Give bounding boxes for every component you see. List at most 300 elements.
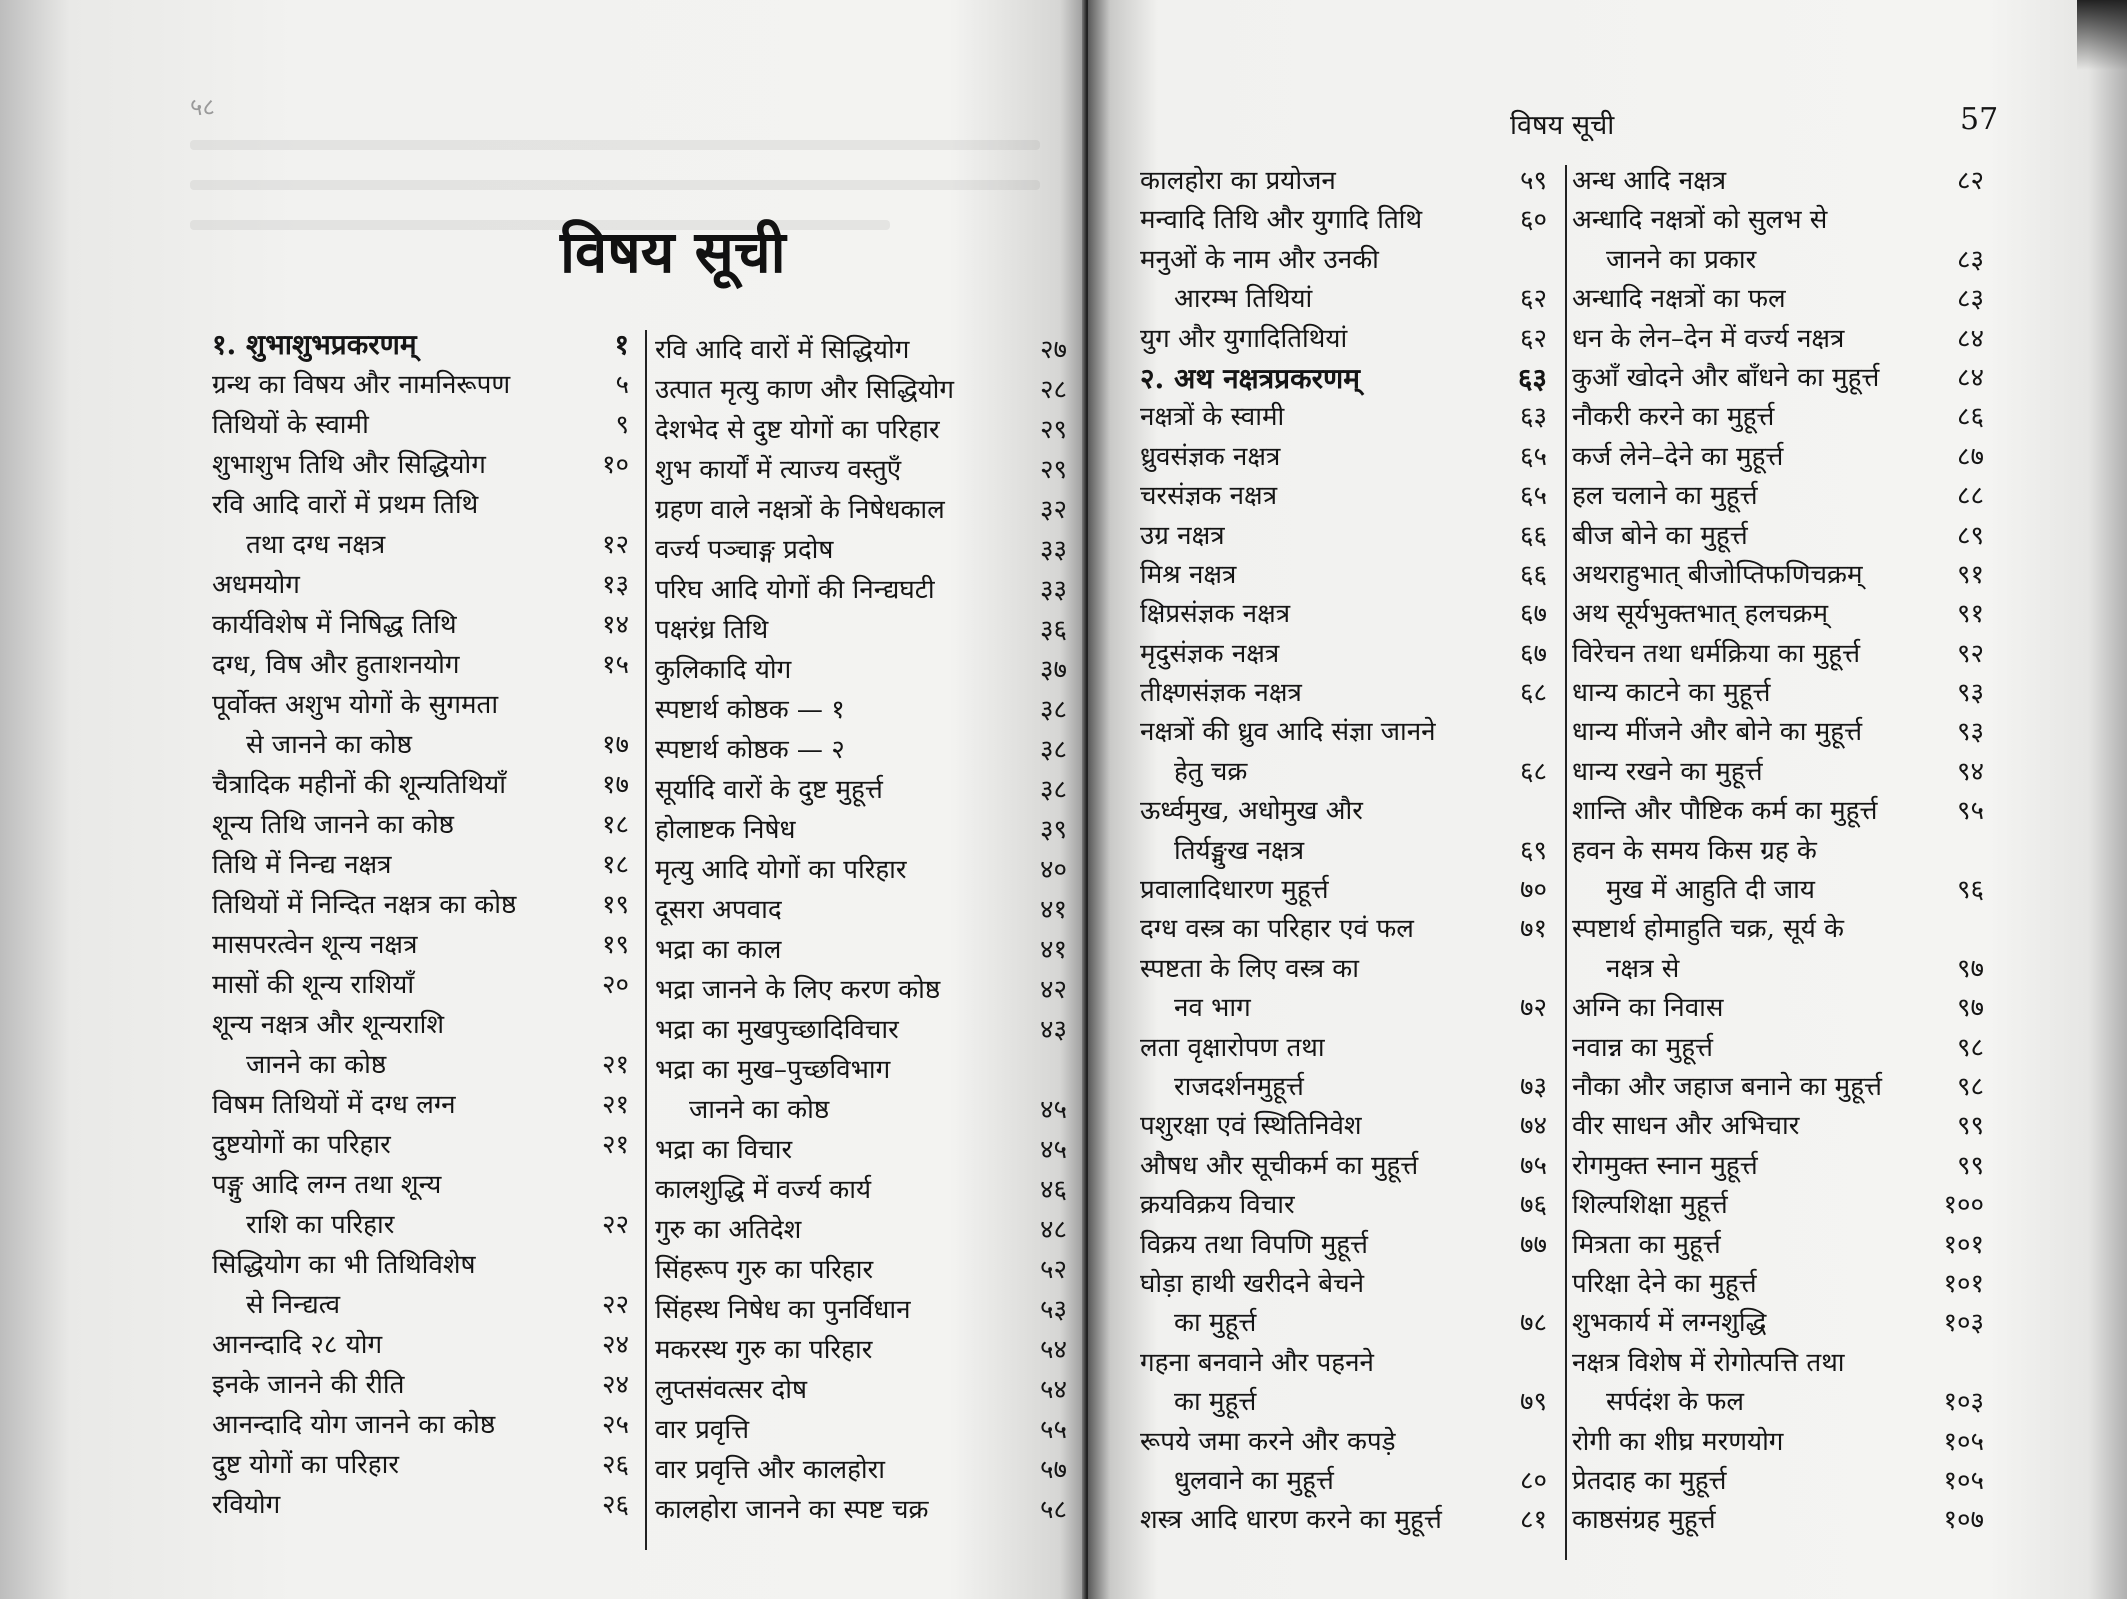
toc-entry — [1572, 1029, 1992, 1068]
toc-entry — [655, 1330, 1075, 1370]
toc-entry-page: १७ — [601, 770, 629, 800]
toc-entry — [212, 565, 637, 605]
toc-entry — [1572, 1186, 1992, 1225]
toc-entry — [1140, 713, 1555, 752]
toc-entry-title: होलाष्टक निषेध — [655, 815, 796, 845]
page-number: 57 — [1960, 102, 1999, 137]
toc-entry-title: इनके जानने की रीति — [212, 1370, 405, 1400]
toc-entry — [212, 1445, 637, 1485]
toc-entry — [212, 725, 637, 765]
toc-entry — [655, 1050, 1075, 1090]
toc-entry-page: १ — [614, 328, 629, 361]
toc-entry-title: भद्रा का मुखपुच्छादिविचार — [655, 1015, 899, 1045]
toc-entry — [655, 1490, 1075, 1530]
toc-entry-title: रवियोग — [212, 1490, 281, 1520]
toc-entry-page: ५५ — [1039, 1415, 1067, 1445]
toc-entry — [1140, 556, 1555, 595]
toc-entry — [1140, 1107, 1555, 1146]
toc-entry — [1572, 398, 1992, 437]
toc-entry-title: आनन्दादि २८ योग — [212, 1330, 383, 1360]
toc-entry-page: १२ — [601, 530, 629, 560]
toc-entry — [212, 765, 637, 805]
toc-entry-title: शस्त्र आदि धारण करने का मुहूर्त्त — [1140, 1505, 1442, 1536]
toc-entry-title: स्पष्टार्थ कोष्ठक — १ — [655, 695, 845, 725]
column-divider — [645, 330, 647, 1550]
toc-entry — [655, 930, 1075, 970]
toc-entry-title: विरेचन तथा धर्मक्रिया का मुहूर्त्त — [1572, 638, 1861, 669]
toc-entry-title: ग्रन्थ का विषय और नामनिरूपण — [212, 370, 511, 400]
toc-entry-page: ४१ — [1039, 935, 1067, 965]
toc-entry-page: ६६ — [1519, 559, 1547, 590]
toc-entry-page: ७४ — [1519, 1111, 1547, 1142]
toc-entry-page: ९६ — [1956, 875, 1984, 906]
toc-entry-title: १. शुभाशुभप्रकरणम् — [212, 328, 417, 361]
toc-entry-page: ६८ — [1519, 756, 1547, 787]
toc-entry-title: भद्रा जानने के लिए करण कोष्ठ — [655, 975, 941, 1005]
toc-entry-page: ९१ — [1956, 599, 1984, 630]
toc-entry-page: ८६ — [1956, 402, 1984, 433]
toc-entry — [655, 1170, 1075, 1210]
toc-entry-title: अग्नि का निवास — [1572, 993, 1724, 1024]
toc-entry-page: ८९ — [1956, 520, 1984, 551]
toc-entry-page: २७ — [1039, 335, 1067, 365]
toc-entry-title: स्पष्टार्थ कोष्ठक — २ — [655, 735, 845, 765]
toc-entry-page: १८ — [601, 810, 629, 840]
toc-entry-page: ७७ — [1519, 1229, 1547, 1260]
toc-entry-page: १०३ — [1943, 1308, 1984, 1339]
toc-entry-title: तिर्यङ्मुख नक्षत्र — [1174, 835, 1305, 866]
toc-entry — [212, 405, 637, 445]
toc-entry-page: ६३ — [1517, 361, 1547, 395]
toc-entry — [212, 485, 637, 525]
toc-entry-page: १०७ — [1943, 1505, 1984, 1536]
toc-entry-title: वार प्रवृत्ति — [655, 1415, 750, 1445]
toc-entry-title: धान्य रखने का मुहूर्त्त — [1572, 756, 1763, 787]
toc-entry-title: रोगी का शीघ्र मरणयोग — [1572, 1426, 1784, 1457]
toc-entry-title: अन्धादि नक्षत्रों का फल — [1572, 284, 1786, 315]
toc-entry — [212, 1125, 637, 1165]
toc-entry — [655, 810, 1075, 850]
toc-entry-page: ८२ — [1956, 166, 1984, 196]
toc-entry-page: ३३ — [1039, 535, 1067, 565]
toc-entry-title: धान्य मींजने और बोने का मुहूर्त्त — [1572, 717, 1863, 748]
toc-entry — [1572, 595, 1992, 634]
toc-entry-title: राशि का परिहार — [246, 1210, 395, 1240]
left-column-1 — [212, 325, 637, 1525]
toc-entry-page: ३८ — [1039, 775, 1067, 805]
toc-entry — [212, 845, 637, 885]
toc-entry-page: ४० — [1039, 855, 1067, 885]
toc-entry — [212, 1205, 637, 1245]
toc-entry-title: पशुरक्षा एवं स्थितिनिवेश — [1140, 1111, 1362, 1142]
toc-entry-title: औषध और सूचीकर्म का मुहूर्त्त — [1140, 1150, 1419, 1181]
toc-entry-title: दग्ध, विष और हुताशनयोग — [212, 650, 460, 680]
toc-entry-page: ९१ — [1956, 559, 1984, 590]
toc-entry — [212, 885, 637, 925]
toc-entry-title: अधमयोग — [212, 570, 300, 600]
toc-entry-page: २६ — [601, 1450, 629, 1480]
toc-entry — [212, 1245, 637, 1285]
toc-entry — [655, 1010, 1075, 1050]
toc-entry — [655, 410, 1075, 450]
toc-entry-title: शून्य नक्षत्र और शून्यराशि — [212, 1010, 445, 1040]
toc-entry — [1572, 1304, 1992, 1343]
toc-entry — [655, 490, 1075, 530]
toc-entry-page: २५ — [601, 1410, 629, 1440]
toc-entry-page: ९४ — [1956, 756, 1984, 787]
toc-entry-title: कालशुद्धि में वर्ज्य कार्य — [655, 1175, 872, 1205]
toc-entry-page: ३६ — [1039, 615, 1067, 645]
toc-entry — [655, 690, 1075, 730]
toc-entry — [1140, 1068, 1555, 1107]
toc-entry-title: भद्रा का मुख–पुच्छविभाग — [655, 1055, 891, 1085]
scan-corner-shadow — [2077, 0, 2127, 70]
toc-entry-page: ९३ — [1956, 717, 1984, 748]
toc-entry-page: २९ — [1039, 415, 1067, 445]
toc-entry-title: कर्ज लेने–देने का मुहूर्त्त — [1572, 441, 1784, 472]
toc-entry-page: १०१ — [1943, 1268, 1984, 1299]
toc-entry-page: ३२ — [1039, 495, 1067, 525]
toc-entry-title: मकरस्थ गुरु का परिहार — [655, 1335, 873, 1365]
toc-entry-page: २१ — [601, 1090, 629, 1120]
toc-entry-page: ७९ — [1519, 1387, 1547, 1418]
toc-entry — [1140, 674, 1555, 713]
toc-entry-title: तिथि में निन्द्य नक्षत्र — [212, 850, 392, 880]
toc-entry-page: ६९ — [1519, 835, 1547, 866]
toc-entry — [212, 1485, 637, 1525]
toc-entry-page: २२ — [601, 1290, 629, 1320]
toc-entry — [655, 890, 1075, 930]
toc-entry-page: ८४ — [1956, 323, 1984, 354]
toc-entry — [1140, 1147, 1555, 1186]
toc-entry-title: नक्षत्र विशेष में रोगोत्पत्ति तथा — [1572, 1347, 1845, 1378]
toc-entry-page: ८३ — [1956, 244, 1984, 275]
toc-entry-title: धान्य काटने का मुहूर्त्त — [1572, 678, 1771, 709]
toc-entry-page: ४८ — [1039, 1215, 1067, 1245]
toc-entry-title: युग और युगादितिथियां — [1140, 323, 1348, 354]
toc-entry-title: दूसरा अपवाद — [655, 895, 782, 925]
toc-entry-title: लुप्तसंवत्सर दोष — [655, 1375, 807, 1405]
toc-entry-page: ९७ — [1956, 953, 1984, 984]
toc-entry-page: ८१ — [1519, 1505, 1547, 1536]
toc-entry — [212, 1365, 637, 1405]
toc-entry-title: सिद्धियोग का भी तिथिविशेष — [212, 1250, 476, 1280]
toc-entry — [1140, 1344, 1555, 1383]
toc-entry-page: ३७ — [1039, 655, 1067, 685]
toc-entry-title: चरसंज्ञक नक्षत्र — [1140, 481, 1278, 512]
toc-entry-title: नव भाग — [1174, 993, 1251, 1024]
toc-entry-title: सिंहस्थ निषेध का पुनर्विधान — [655, 1295, 911, 1325]
toc-entry-page: ६८ — [1519, 678, 1547, 709]
toc-entry-page: ६७ — [1519, 638, 1547, 669]
toc-entry-title: २. अथ नक्षत्रप्रकरणम् — [1140, 361, 1361, 395]
toc-entry — [655, 1370, 1075, 1410]
toc-entry — [655, 1250, 1075, 1290]
toc-entry-title: दुष्ट योगों का परिहार — [212, 1450, 399, 1480]
toc-entry-title: देशभेद से दुष्ट योगों का परिहार — [655, 415, 940, 445]
toc-entry — [1140, 635, 1555, 674]
toc-entry-page: १९ — [601, 930, 629, 960]
toc-entry — [212, 1285, 637, 1325]
toc-entry-page: ९७ — [1956, 993, 1984, 1024]
bleed-through-line — [190, 140, 1040, 150]
toc-entry — [655, 1290, 1075, 1330]
toc-entry — [212, 645, 637, 685]
toc-entry-page: १०५ — [1943, 1426, 1984, 1457]
toc-entry-title: उत्पात मृत्यु काण और सिद्धियोग — [655, 375, 955, 405]
toc-entry — [655, 530, 1075, 570]
toc-entry-page: १४ — [601, 610, 629, 640]
toc-entry — [1572, 1462, 1992, 1501]
toc-entry-title: तिथियों में निन्दित नक्षत्र का कोष्ठ — [212, 890, 517, 920]
toc-entry-page: ४१ — [1039, 895, 1067, 925]
toc-entry-page: ९८ — [1956, 1032, 1984, 1063]
toc-entry — [1140, 438, 1555, 477]
column-divider — [1565, 165, 1567, 1560]
toc-entry-title: गुरु का अतिदेश — [655, 1215, 802, 1245]
toc-entry — [1140, 241, 1555, 280]
toc-entry-page: १०० — [1943, 1190, 1984, 1221]
toc-entry-page: २४ — [601, 1370, 629, 1400]
toc-entry-title: परिक्षा देने का मुहूर्त्त — [1572, 1268, 1757, 1299]
toc-entry — [655, 450, 1075, 490]
toc-entry-title: मासपरत्वेन शून्य नक्षत्र — [212, 930, 418, 960]
toc-entry-title: से जानने का कोष्ठ — [246, 730, 412, 760]
toc-entry-page: ३८ — [1039, 735, 1067, 765]
toc-entry-title: अथ सूर्यभुक्तभात् हलचक्रम् — [1572, 599, 1828, 630]
toc-entry-title: शुभकार्य में लग्नशुद्धि — [1572, 1308, 1767, 1339]
toc-entry — [655, 850, 1075, 890]
toc-entry-page: ९३ — [1956, 678, 1984, 709]
toc-entry-page: ३८ — [1039, 695, 1067, 725]
toc-entry — [1140, 910, 1555, 949]
toc-entry — [1572, 950, 1992, 989]
toc-entry — [1140, 1423, 1555, 1462]
toc-entry — [1572, 635, 1992, 674]
toc-entry-title: अन्धादि नक्षत्रों को सुलभ से — [1572, 205, 1828, 236]
toc-entry-page: ३९ — [1039, 815, 1067, 845]
toc-entry-page: ८८ — [1956, 481, 1984, 512]
toc-entry — [1572, 438, 1992, 477]
toc-entry-page: ८४ — [1956, 362, 1984, 393]
toc-entry — [212, 805, 637, 845]
toc-entry — [1572, 1226, 1992, 1265]
toc-entry-title: आनन्दादि योग जानने का कोष्ठ — [212, 1410, 496, 1440]
toc-entry — [1140, 871, 1555, 910]
toc-entry-title: प्रेतदाह का मुहूर्त्त — [1572, 1465, 1727, 1496]
toc-entry-title: का मुहूर्त्त — [1174, 1387, 1257, 1418]
right-running-head: विषय सूची — [1510, 110, 1615, 141]
toc-entry-page: ५८ — [1039, 1495, 1067, 1525]
toc-entry-page: ९५ — [1956, 796, 1984, 827]
toc-entry-page: ७३ — [1519, 1071, 1547, 1102]
toc-entry — [212, 525, 637, 565]
toc-entry-page: ९९ — [1956, 1111, 1984, 1142]
toc-entry-page: ६६ — [1519, 520, 1547, 551]
toc-entry — [1140, 595, 1555, 634]
toc-entry-title: लता वृक्षारोपण तथा — [1140, 1032, 1325, 1063]
toc-entry — [212, 1005, 637, 1045]
toc-entry-title: कालहोरा का प्रयोजन — [1140, 166, 1336, 196]
toc-entry — [1140, 989, 1555, 1028]
toc-entry — [1572, 1423, 1992, 1462]
toc-entry-page: ९८ — [1956, 1071, 1984, 1102]
toc-entry-title: दग्ध वस्त्र का परिहार एवं फल — [1140, 914, 1414, 945]
toc-entry — [212, 1165, 637, 1205]
toc-entry-page: १३ — [601, 570, 629, 600]
toc-entry — [1572, 1068, 1992, 1107]
toc-entry-title: मिश्र नक्षत्र — [1140, 559, 1237, 590]
toc-entry-title: नक्षत्र से — [1606, 953, 1680, 984]
toc-entry-title: नवान्न का मुहूर्त्त — [1572, 1032, 1713, 1063]
toc-entry — [655, 570, 1075, 610]
toc-entry-page: ९२ — [1956, 638, 1984, 669]
toc-entry-title: तीक्ष्णसंज्ञक नक्षत्र — [1140, 678, 1302, 709]
toc-entry-page: ७६ — [1519, 1190, 1547, 1221]
toc-entry-page: २० — [601, 970, 629, 1000]
toc-entry-title: जानने का कोष्ठ — [246, 1050, 387, 1080]
toc-entry-title: नौकरी करने का मुहूर्त्त — [1572, 402, 1775, 433]
toc-entry-title: मासों की शून्य राशियाँ — [212, 970, 415, 1000]
toc-entry — [1140, 1501, 1555, 1540]
toc-entry-page: ६५ — [1519, 481, 1547, 512]
toc-entry-title: कुलिकादि योग — [655, 655, 792, 685]
toc-entry-title: मुख में आहुति दी जाय — [1606, 875, 1816, 906]
toc-entry — [1140, 1265, 1555, 1304]
left-column-2 — [655, 330, 1075, 1530]
toc-entry-page: ८३ — [1956, 284, 1984, 315]
toc-entry-title: शान्ति और पौष्टिक कर्म का मुहूर्त्त — [1572, 796, 1878, 827]
toc-entry-title: विषम तिथियों में दग्ध लग्न — [212, 1090, 456, 1120]
toc-entry — [1140, 201, 1555, 240]
toc-entry-page: ६७ — [1519, 599, 1547, 630]
toc-entry-title: तिथियों के स्वामी — [212, 410, 369, 440]
toc-entry-title: विक्रय तथा विपणि मुहूर्त्त — [1140, 1229, 1369, 1260]
toc-entry-page: २२ — [601, 1210, 629, 1240]
toc-entry — [212, 605, 637, 645]
toc-entry — [1140, 950, 1555, 989]
toc-entry-title: शिल्पशिक्षा मुहूर्त्त — [1572, 1190, 1728, 1221]
toc-entry — [1572, 989, 1992, 1028]
toc-entry — [1140, 162, 1555, 201]
toc-entry-title: का मुहूर्त्त — [1174, 1308, 1257, 1339]
toc-entry-title: बीज बोने का मुहूर्त्त — [1572, 520, 1748, 551]
toc-entry — [1572, 556, 1992, 595]
toc-entry — [1572, 1501, 1992, 1540]
toc-entry-title: घोड़ा हाथी खरीदने बेचने — [1140, 1268, 1365, 1299]
toc-entry-title: सिंहरूप गुरु का परिहार — [655, 1255, 874, 1285]
right-column-1 — [1140, 162, 1555, 1541]
toc-entry-title: भद्रा का विचार — [655, 1135, 793, 1165]
toc-entry-title: आरम्भ तिथियां — [1174, 284, 1313, 315]
toc-entry — [655, 650, 1075, 690]
toc-entry-page: ६५ — [1519, 441, 1547, 472]
toc-entry — [212, 365, 637, 405]
toc-entry — [212, 1325, 637, 1365]
toc-entry-title: क्षिप्रसंज्ञक नक्षत्र — [1140, 599, 1291, 630]
toc-entry-title: नक्षत्रों के स्वामी — [1140, 402, 1285, 433]
toc-entry-title: वीर साधन और अभिचार — [1572, 1111, 1800, 1142]
toc-entry — [1140, 832, 1555, 871]
toc-entry-page: १५ — [601, 650, 629, 680]
toc-entry-title: जानने का प्रकार — [1606, 244, 1757, 275]
toc-entry-page: ९ — [615, 410, 629, 440]
toc-entry-title: पक्षरंध्र तिथि — [655, 615, 769, 645]
toc-entry — [1140, 1462, 1555, 1501]
toc-entry — [1572, 280, 1992, 319]
toc-entry — [655, 370, 1075, 410]
toc-entry-title: क्रयविक्रय विचार — [1140, 1190, 1295, 1221]
toc-entry-page: २१ — [601, 1050, 629, 1080]
toc-entry-title: शुभाशुभ तिथि और सिद्धियोग — [212, 450, 486, 480]
toc-entry — [655, 970, 1075, 1010]
toc-entry — [212, 1045, 637, 1085]
toc-entry-page: ५४ — [1039, 1375, 1067, 1405]
toc-entry-page: ६० — [1519, 205, 1547, 236]
toc-entry-title: ग्रहण वाले नक्षत्रों के निषेधकाल — [655, 495, 945, 525]
toc-entry — [1140, 398, 1555, 437]
toc-entry-page: १०३ — [1943, 1387, 1984, 1418]
toc-entry — [1572, 832, 1992, 871]
toc-entry-page: ४२ — [1039, 975, 1067, 1005]
toc-entry — [1140, 1186, 1555, 1225]
toc-entry-page: २९ — [1039, 455, 1067, 485]
toc-entry — [1572, 910, 1992, 949]
toc-entry-title: ध्रुवसंज्ञक नक्षत्र — [1140, 441, 1281, 472]
toc-entry-page: ८० — [1519, 1465, 1547, 1496]
toc-entry-title: चैत्रादिक महीनों की शून्यतिथियाँ — [212, 770, 506, 800]
toc-entry — [655, 1410, 1075, 1450]
toc-entry-page: १०५ — [1943, 1465, 1984, 1496]
toc-entry-title: वार प्रवृत्ति और कालहोरा — [655, 1455, 886, 1485]
toc-entry-page: ५ — [615, 370, 629, 400]
toc-entry-title: रूपये जमा करने और कपड़े — [1140, 1426, 1396, 1457]
toc-entry-title: मित्रता का मुहूर्त्त — [1572, 1229, 1721, 1260]
toc-entry — [212, 965, 637, 1005]
toc-entry-title: पङ्गु आदि लग्न तथा शून्य — [212, 1170, 442, 1200]
toc-entry-title: रवि आदि वारों में प्रथम तिथि — [212, 490, 479, 520]
toc-entry-title: रोगमुक्त स्नान मुहूर्त्त — [1572, 1150, 1758, 1181]
toc-entry — [655, 730, 1075, 770]
toc-entry — [1140, 517, 1555, 556]
toc-entry-title: कार्यविशेष में निषिद्ध तिथि — [212, 610, 457, 640]
toc-entry-page: १८ — [601, 850, 629, 880]
toc-entry — [1140, 1383, 1555, 1422]
toc-entry-page: ५७ — [1039, 1455, 1067, 1485]
toc-entry — [1140, 753, 1555, 792]
toc-entry-page: ५४ — [1039, 1335, 1067, 1365]
toc-entry — [655, 610, 1075, 650]
toc-entry — [1572, 359, 1992, 398]
toc-entry-page: ६२ — [1519, 323, 1547, 354]
toc-entry-page: ७२ — [1519, 993, 1547, 1024]
toc-entry-page: १० — [601, 450, 629, 480]
toc-entry-title: रवि आदि वारों में सिद्धियोग — [655, 335, 910, 365]
toc-entry — [1572, 674, 1992, 713]
toc-entry — [212, 1085, 637, 1125]
toc-entry — [655, 1090, 1075, 1130]
toc-entry-title: धुलवाने का मुहूर्त्त — [1174, 1465, 1334, 1496]
toc-entry-title: अथराहुभात् बीजोप्तिफणिचक्रम् — [1572, 559, 1863, 590]
toc-entry — [655, 770, 1075, 810]
toc-entry-title: हेतु चक्र — [1174, 756, 1248, 787]
toc-entry-page: २४ — [601, 1330, 629, 1360]
toc-entry — [1140, 792, 1555, 831]
toc-entry — [655, 330, 1075, 370]
toc-entry-title: धन के लेन–देन में वर्ज्य नक्षत्र — [1572, 323, 1845, 354]
toc-entry-page: ५३ — [1039, 1295, 1067, 1325]
toc-entry-page: १०१ — [1943, 1229, 1984, 1260]
